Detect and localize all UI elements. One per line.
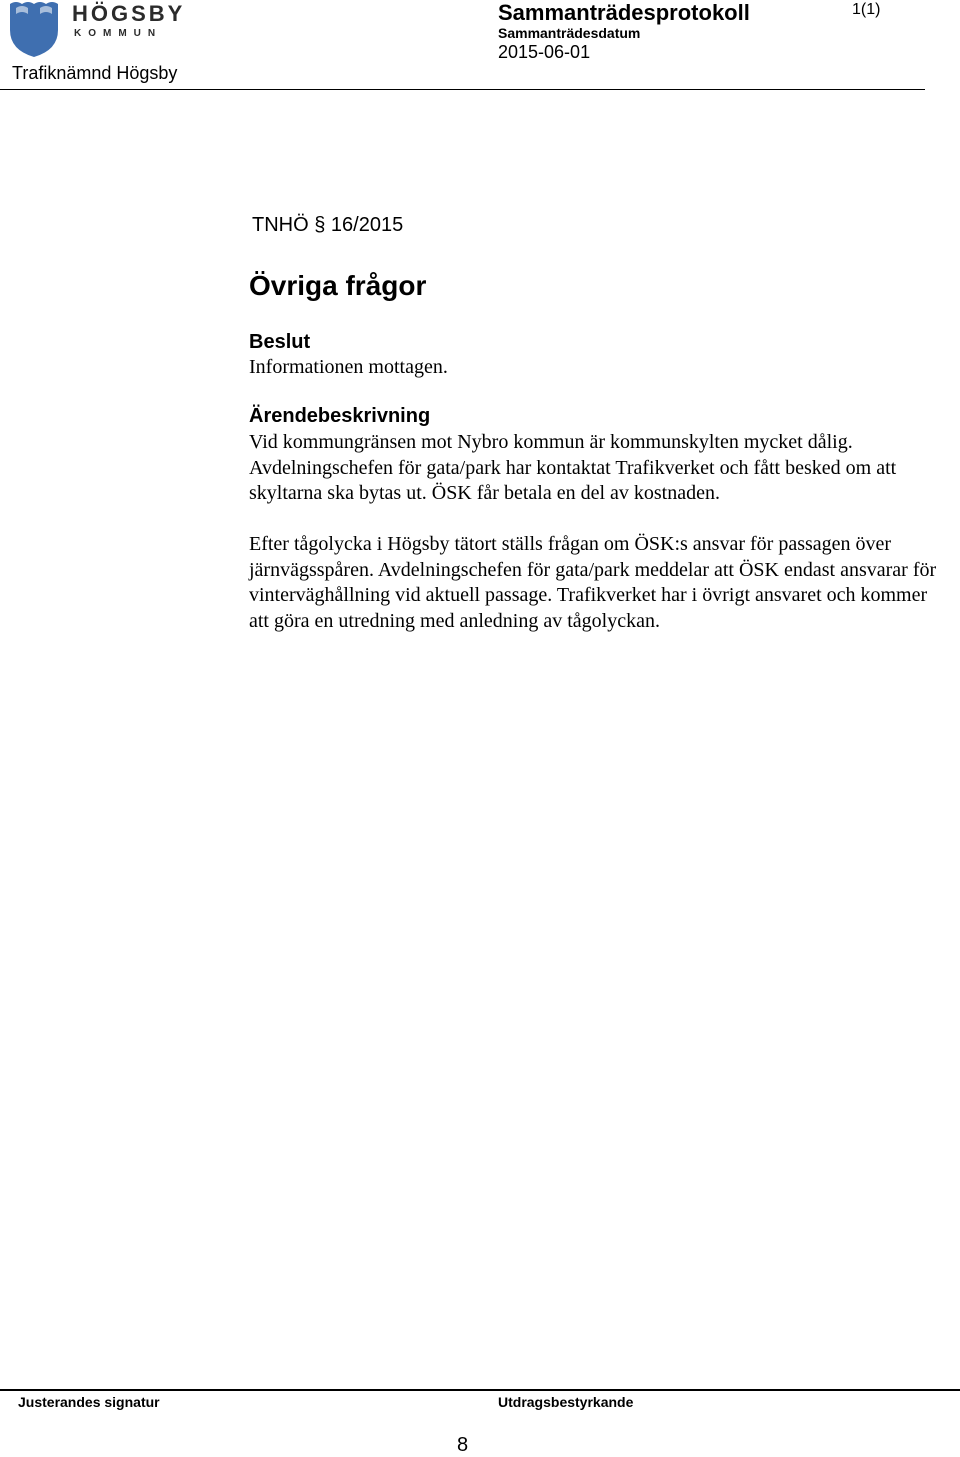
footer-divider <box>0 1389 960 1391</box>
decision-heading: Beslut <box>249 331 311 353</box>
organization-name: Trafiknämnd Högsby <box>12 63 178 83</box>
municipal-shield-icon <box>8 0 60 58</box>
page-count: 1(1) <box>852 1 881 18</box>
description-paragraph: Efter tågolycka i Högsby tätort ställs frågan om ÖSK:s ansvar för passagen över järnvägsspåren. Avdelningschefen för gata/park meddelar att ÖSK endast ansvarar för vinterväghållning vid aktuell passage. Trafikverket har i övrigt ansvaret och kommer att göra en utredning med anledning av tågolyckan. <box>249 533 937 632</box>
page-title: Övriga frågor <box>249 270 427 301</box>
logo-name: HÖGSBY <box>72 1 186 26</box>
page-number: 8 <box>457 1434 469 1456</box>
signature-label: Justerandes signatur <box>18 1394 160 1410</box>
logo-subtitle: KOMMUN <box>74 28 163 39</box>
decision-text: Informationen mottagen. <box>249 356 448 378</box>
case-number: TNHÖ § 16/2015 <box>252 214 404 236</box>
description-paragraph: Vid kommungränsen mot Nybro kommun är kommunskylten mycket dålig. Avdelningschefen för gata/park har kontaktat Trafikverket och fått besked om att skyltarna ska bytas ut. ÖSK får betala en del av kostnaden. <box>249 431 897 504</box>
extract-certification-label: Utdragsbestyrkande <box>498 1394 634 1410</box>
document-type: Sammanträdesprotokoll <box>498 0 750 25</box>
meeting-date-value: 2015-06-01 <box>498 42 591 62</box>
meeting-date-label: Sammanträdesdatum <box>498 25 641 41</box>
description-heading: Ärendebeskrivning <box>249 405 431 427</box>
header-divider <box>0 89 925 90</box>
